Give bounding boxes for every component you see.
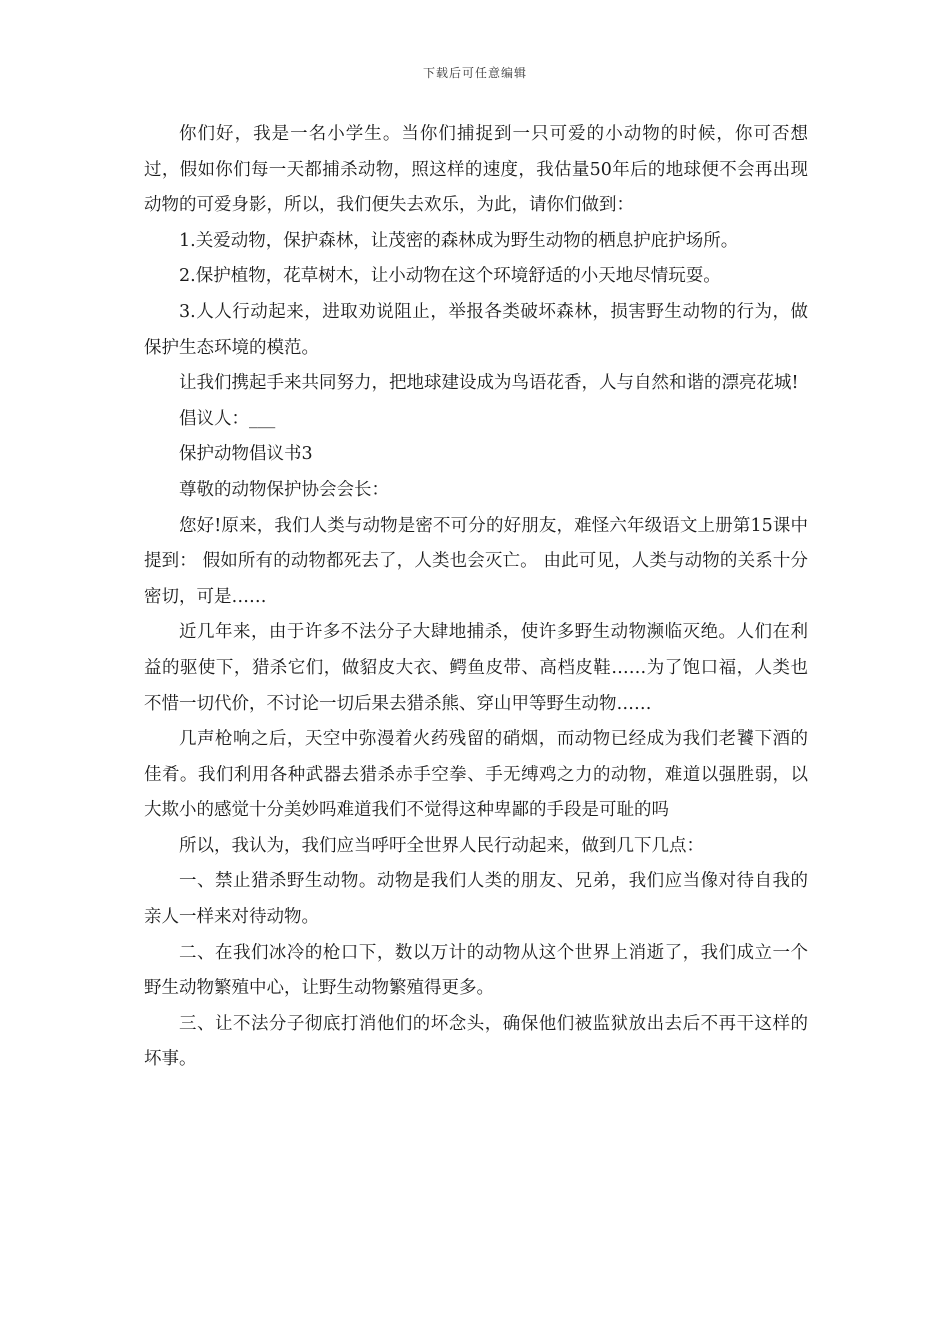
signature-line: 倡议人：___ xyxy=(179,408,276,429)
paragraph: 3.人人行动起来，进取劝说阻止，举报各类破坏森林，损害野生动物的行为，做保护生态环境的模范。 xyxy=(144,301,808,358)
paragraph: 几声枪响之后，天空中弥漫着火药残留的硝烟，而动物已经成为我们老饕下酒的佳肴。我们利用各种武器去猎杀赤手空拳、手无缚鸡之力的动物，难道以强胜弱，以大欺小的感觉十分美妙吗难道我们不觉得这种卑鄙的手段是可耻的吗 xyxy=(144,729,808,821)
paragraph: 所以，我认为，我们应当呼吁全世界人民行动起来，做到几下几点： xyxy=(179,835,704,856)
paragraph: 2.保护植物，花草树木，让小动物在这个环境舒适的小天地尽情玩耍。 xyxy=(179,266,721,287)
section-title: 保护动物倡议书3 xyxy=(179,444,313,465)
paragraph: 你们好，我是一名小学生。当你们捕捉到一只可爱的小动物的时候，你可否想过，假如你们每一天都捕杀动物，照这样的速度，我估量50年后的地球便不会再出现动物的可爱身影，所以，我们便失去欢乐，为此，请你们做到： xyxy=(144,124,808,216)
paragraph: 一、禁止猎杀野生动物。动物是我们人类的朋友、兄弟，我们应当像对待自我的亲人一样来对待动物。 xyxy=(144,871,808,928)
paragraph: 近几年来，由于许多不法分子大肆地捕杀，使许多野生动物濒临灭绝。人们在利益的驱使下，猎杀它们，做貂皮大衣、鳄鱼皮带、高档皮鞋……为了饱口福，人类也不惜一切代价，不讨论一切后果去猎杀熊、穿山甲等野生动物…… xyxy=(144,622,808,714)
salutation: 尊敬的动物保护协会会长： xyxy=(179,479,389,500)
document-body xyxy=(144,117,808,1078)
paragraph: 让我们携起手来共同努力，把地球建设成为鸟语花香，人与自然和谐的漂亮花城! xyxy=(179,373,799,394)
page-header: 下载后可任意编辑 xyxy=(422,66,527,80)
paragraph: 您好!原来，我们人类与动物是密不可分的好朋友，难怪六年级语文上册第15课中提到： 假如所有的动物都死去了，人类也会灭亡。 由此可见，人类与动物的关系十分密切，可是…… xyxy=(144,515,808,607)
paragraph: 三、让不法分子彻底打消他们的坏念头，确保他们被监狱放出去后不再干这样的坏事。 xyxy=(144,1013,808,1070)
paragraph: 二、在我们冰冷的枪口下，数以万计的动物从这个世界上消逝了，我们成立一个野生动物繁殖中心，让野生动物繁殖得更多。 xyxy=(144,942,808,999)
paragraph: 1.关爱动物，保护森林，让茂密的森林成为野生动物的栖息护庇护场所。 xyxy=(179,230,739,251)
